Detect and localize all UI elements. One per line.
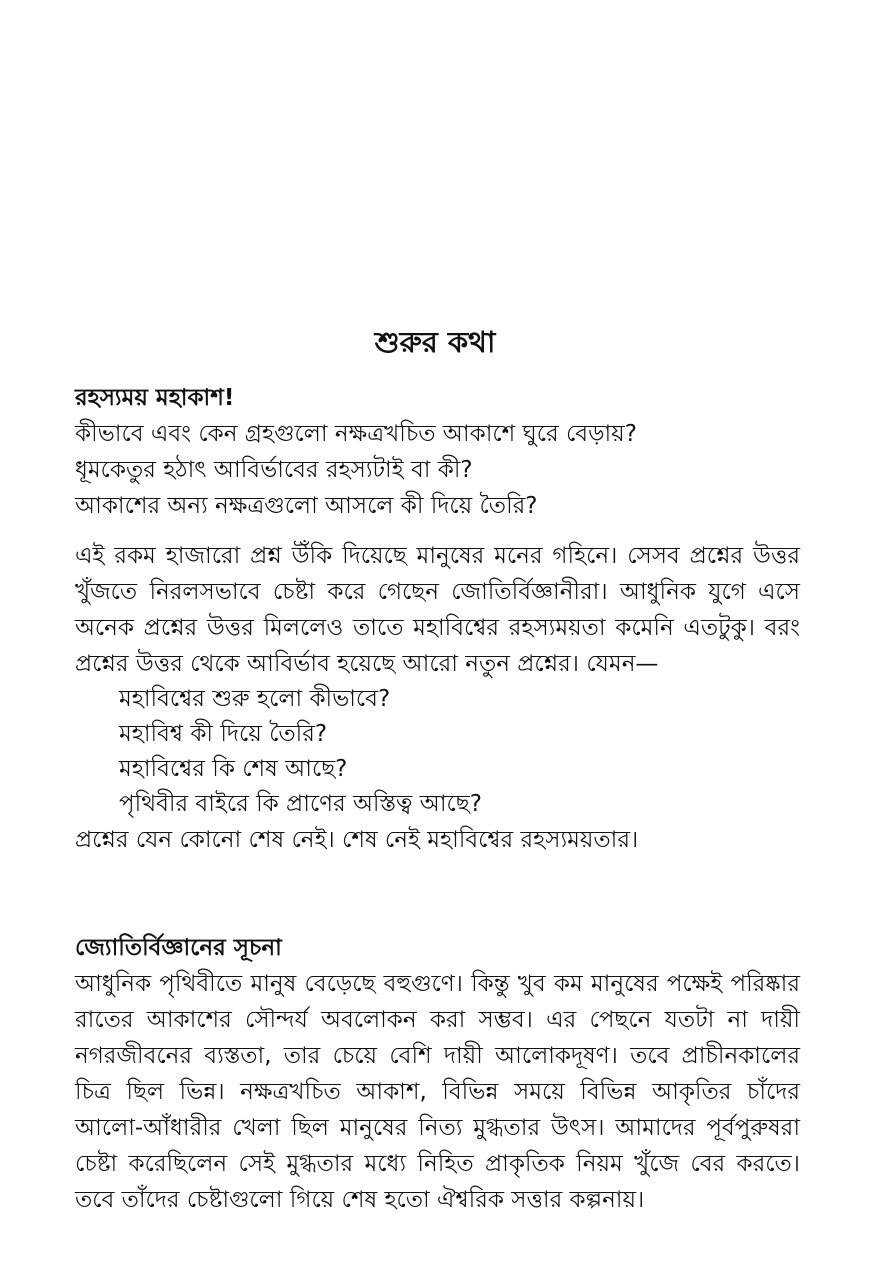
- intro-question-line: কীভাবে এবং কেন গ্রহগুলো নক্ষত্রখচিত আকাশে ঘুরে বেড়ায়?: [75, 421, 637, 447]
- intro-question-line: ধূমকেতুর হঠাৎ আবির্ভাবের রহস্যটাই বা কী?: [75, 457, 473, 483]
- section-heading: জ্যোতির্বিজ্ঞানের সূচনা: [75, 935, 282, 961]
- list-item: মহাবিশ্বের শুরু হলো কীভাবে?: [119, 686, 391, 712]
- paragraph-closing: প্রশ্নের যেন কোনো শেষ নেই। শেষ নেই মহাবিশ্বের রহস্যময়তার।: [75, 827, 639, 853]
- intro-question-line: আকাশের অন্য নক্ষত্রগুলো আসলে কী দিয়ে তৈরি?: [75, 493, 538, 519]
- paragraph-body: আধুনিক পৃথিবীতে মানুষ বেড়েছে বহুগুণে। কিন্তু খুব কম মানুষের পক্ষেই পরিষ্কার রাতের আকাশের সৌন্দর্য অবলোকন করা সম্ভব। এর পেছনে যতটা না দায়ী নগরজীবনের ব্যস্ততা, তার চেয়ে বেশি দায়ী আলোকদূষণ। তবে প্রাচীনকালের চিত্র ছিল ভিন্ন। নক্ষত্রখচিত আকাশ, বিভিন্ন সময়ে বিভিন্ন আকৃতির চাঁদের আলো-আঁধারীর খেলা ছিল মানুষের নিত্য মুগ্ধতার উৎস। আমাদের পূর্বপুরুষরা চেষ্টা করেছিলেন সেই মুগ্ধতার মধ্যে নিহিত প্রাকৃতিক নিয়ম খুঁজে বের করতে। তবে তাঁদের চেষ্টাগুলো গিয়ে শেষ হতো ঐশ্বরিক সত্তার কল্পনায়।: [75, 971, 800, 1213]
- astronomy-origin-section: [75, 930, 800, 1218]
- paragraph-body: এই রকম হাজারো প্রশ্ন উঁকি দিয়েছে মানুষের মনের গহিনে। সেসব প্রশ্নের উত্তর খুঁজতে নিরলসভাবে চেষ্টা করে গেছেন জোতির্বিজ্ঞানীরা। আধুনিক যুগে এসে অনেক প্রশ্নের উত্তর মিললেও তাতে মহাবিশ্বের রহস্যময়তা কমেনি এতটুকু। বরং প্রশ্নের উত্তর থেকে আবির্ভাব হয়েছে আরো নতুন প্রশ্নের। যেমন—: [75, 543, 800, 677]
- questions-section: [75, 538, 800, 858]
- list-item: পৃথিবীর বাইরে কি প্রাণের অস্তিত্ব আছে?: [119, 791, 482, 817]
- list-item: মহাবিশ্ব কী দিয়ে তৈরি?: [119, 721, 328, 747]
- chapter-title: শুরুর কথা: [374, 325, 496, 359]
- list-item: মহাবিশ্বের কি শেষ আছে?: [119, 756, 348, 782]
- intro-section: [75, 380, 800, 524]
- question-list: [75, 682, 800, 822]
- intro-heading: রহস্যময় মহাকাশ!: [75, 385, 235, 411]
